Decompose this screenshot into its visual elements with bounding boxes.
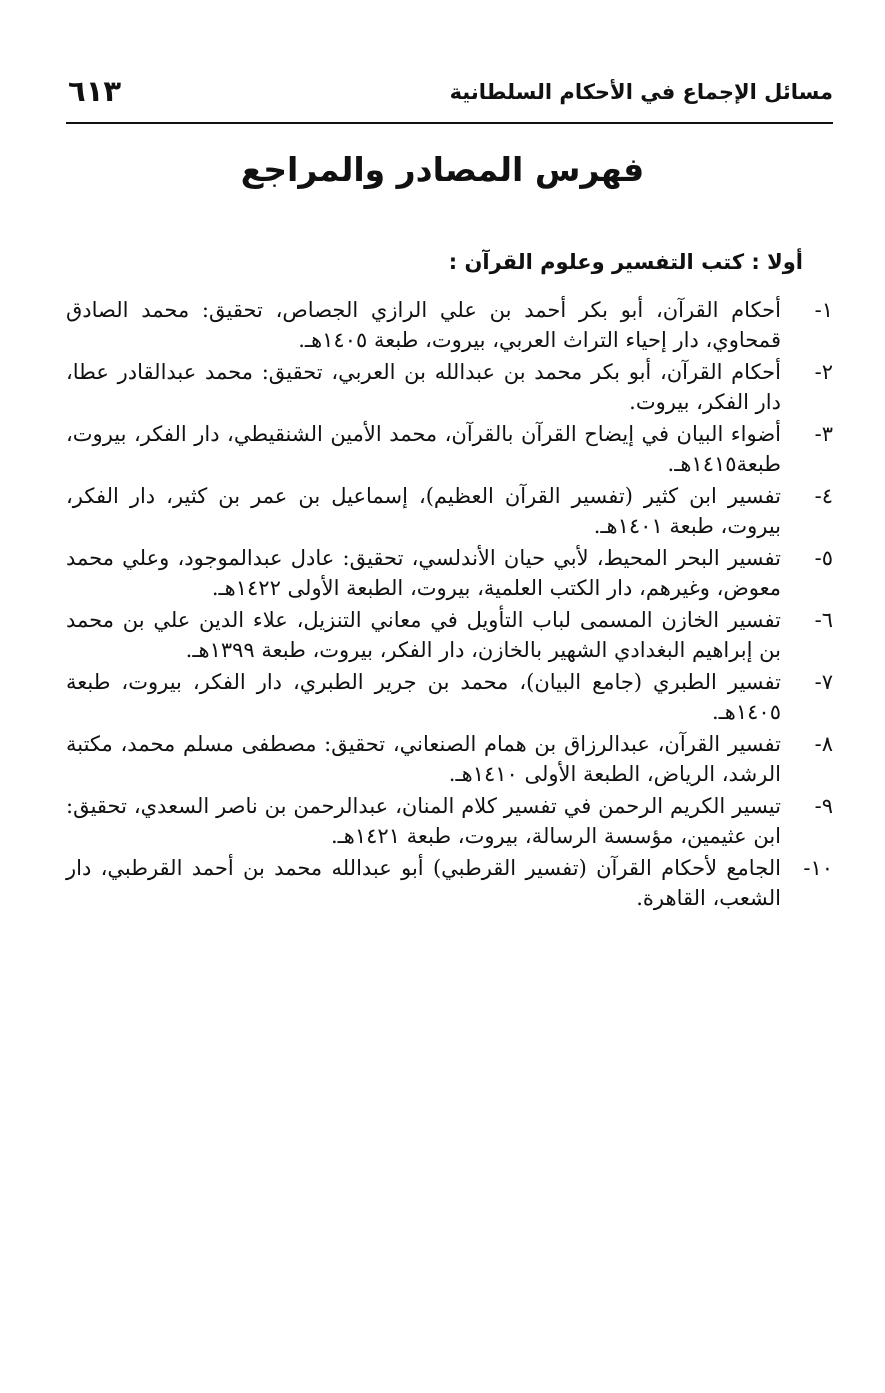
running-header [66,74,833,118]
reference-text: أحكام القرآن، أبو بكر محمد بن عبدالله بن العربي، تحقيق: محمد عبدالقادر عطا، دار الفكر، بيروت. [66,360,781,414]
reference-item [66,792,833,851]
reference-item [66,544,833,603]
reference-text: تفسير ابن كثير (تفسير القرآن العظيم)، إسماعيل بن عمر بن كثير، دار الفكر، بيروت، طبعة ١٤٠١هـ. [66,484,781,538]
page-title: فهرس المصادر والمراجع [240,150,645,189]
section-heading: أولا : كتب التفسير وعلوم القرآن : [448,250,803,274]
reference-item [66,482,833,541]
reference-text: أضواء البيان في إيضاح القرآن بالقرآن، محمد الأمين الشنقيطي، دار الفكر، بيروت، طبعة١٤١٥هـ. [66,422,781,476]
reference-number: ٩- [814,794,833,818]
reference-list [66,296,833,916]
reference-text: تيسير الكريم الرحمن في تفسير كلام المنان، عبدالرحمن بن ناصر السعدي، تحقيق: ابن عثيمين، مؤسسة الرسالة، بيروت، طبعة ١٤٢١هـ. [66,794,781,848]
book-title: مسائل الإجماع في الأحكام السلطانية [449,80,833,104]
reference-number: ٣- [814,422,833,446]
reference-text: تفسير الخازن المسمى لباب التأويل في معاني التنزيل، علاء الدين علي بن محمد بن إبراهيم البغدادي الشهير بالخازن، دار الفكر، بيروت، طبعة ١٣٩٩هـ. [66,608,781,662]
reference-text: تفسير القرآن، عبدالرزاق بن همام الصنعاني، تحقيق: مصطفى مسلم محمد، مكتبة الرشد، الرياض، الطبعة الأولى ١٤١٠هـ. [66,732,781,786]
reference-number: ٤- [814,484,833,508]
reference-number: ١٠- [803,856,833,880]
reference-text: الجامع لأحكام القرآن (تفسير القرطبي) أبو عبدالله محمد بن أحمد القرطبي، دار الشعب، القاهرة. [66,856,781,910]
reference-number: ٧- [814,670,833,694]
reference-item [66,854,833,913]
reference-item [66,668,833,727]
reference-text: تفسير البحر المحيط، لأبي حيان الأندلسي، تحقيق: عادل عبدالموجود، وعلي محمد معوض، وغيرهم، دار الكتب العلمية، بيروت، الطبعة الأولى ١٤٢٢هـ. [66,546,781,600]
reference-item [66,420,833,479]
reference-number: ١- [814,298,833,322]
reference-item [66,730,833,789]
reference-number: ٥- [814,546,833,570]
header-rule [66,122,833,124]
reference-item [66,358,833,417]
reference-item [66,296,833,355]
reference-number: ٨- [814,732,833,756]
reference-number: ٦- [814,608,833,632]
reference-text: تفسير الطبري (جامع البيان)، محمد بن جرير الطبري، دار الفكر، بيروت، طبعة ١٤٠٥هـ. [66,670,781,724]
reference-number: ٢- [814,360,833,384]
reference-text: أحكام القرآن، أبو بكر أحمد بن علي الرازي الجصاص، تحقيق: محمد الصادق قمحاوي، دار إحياء التراث العربي، بيروت، طبعة ١٤٠٥هـ. [66,298,781,352]
page-number: ٦١٣ [68,74,122,108]
reference-item [66,606,833,665]
